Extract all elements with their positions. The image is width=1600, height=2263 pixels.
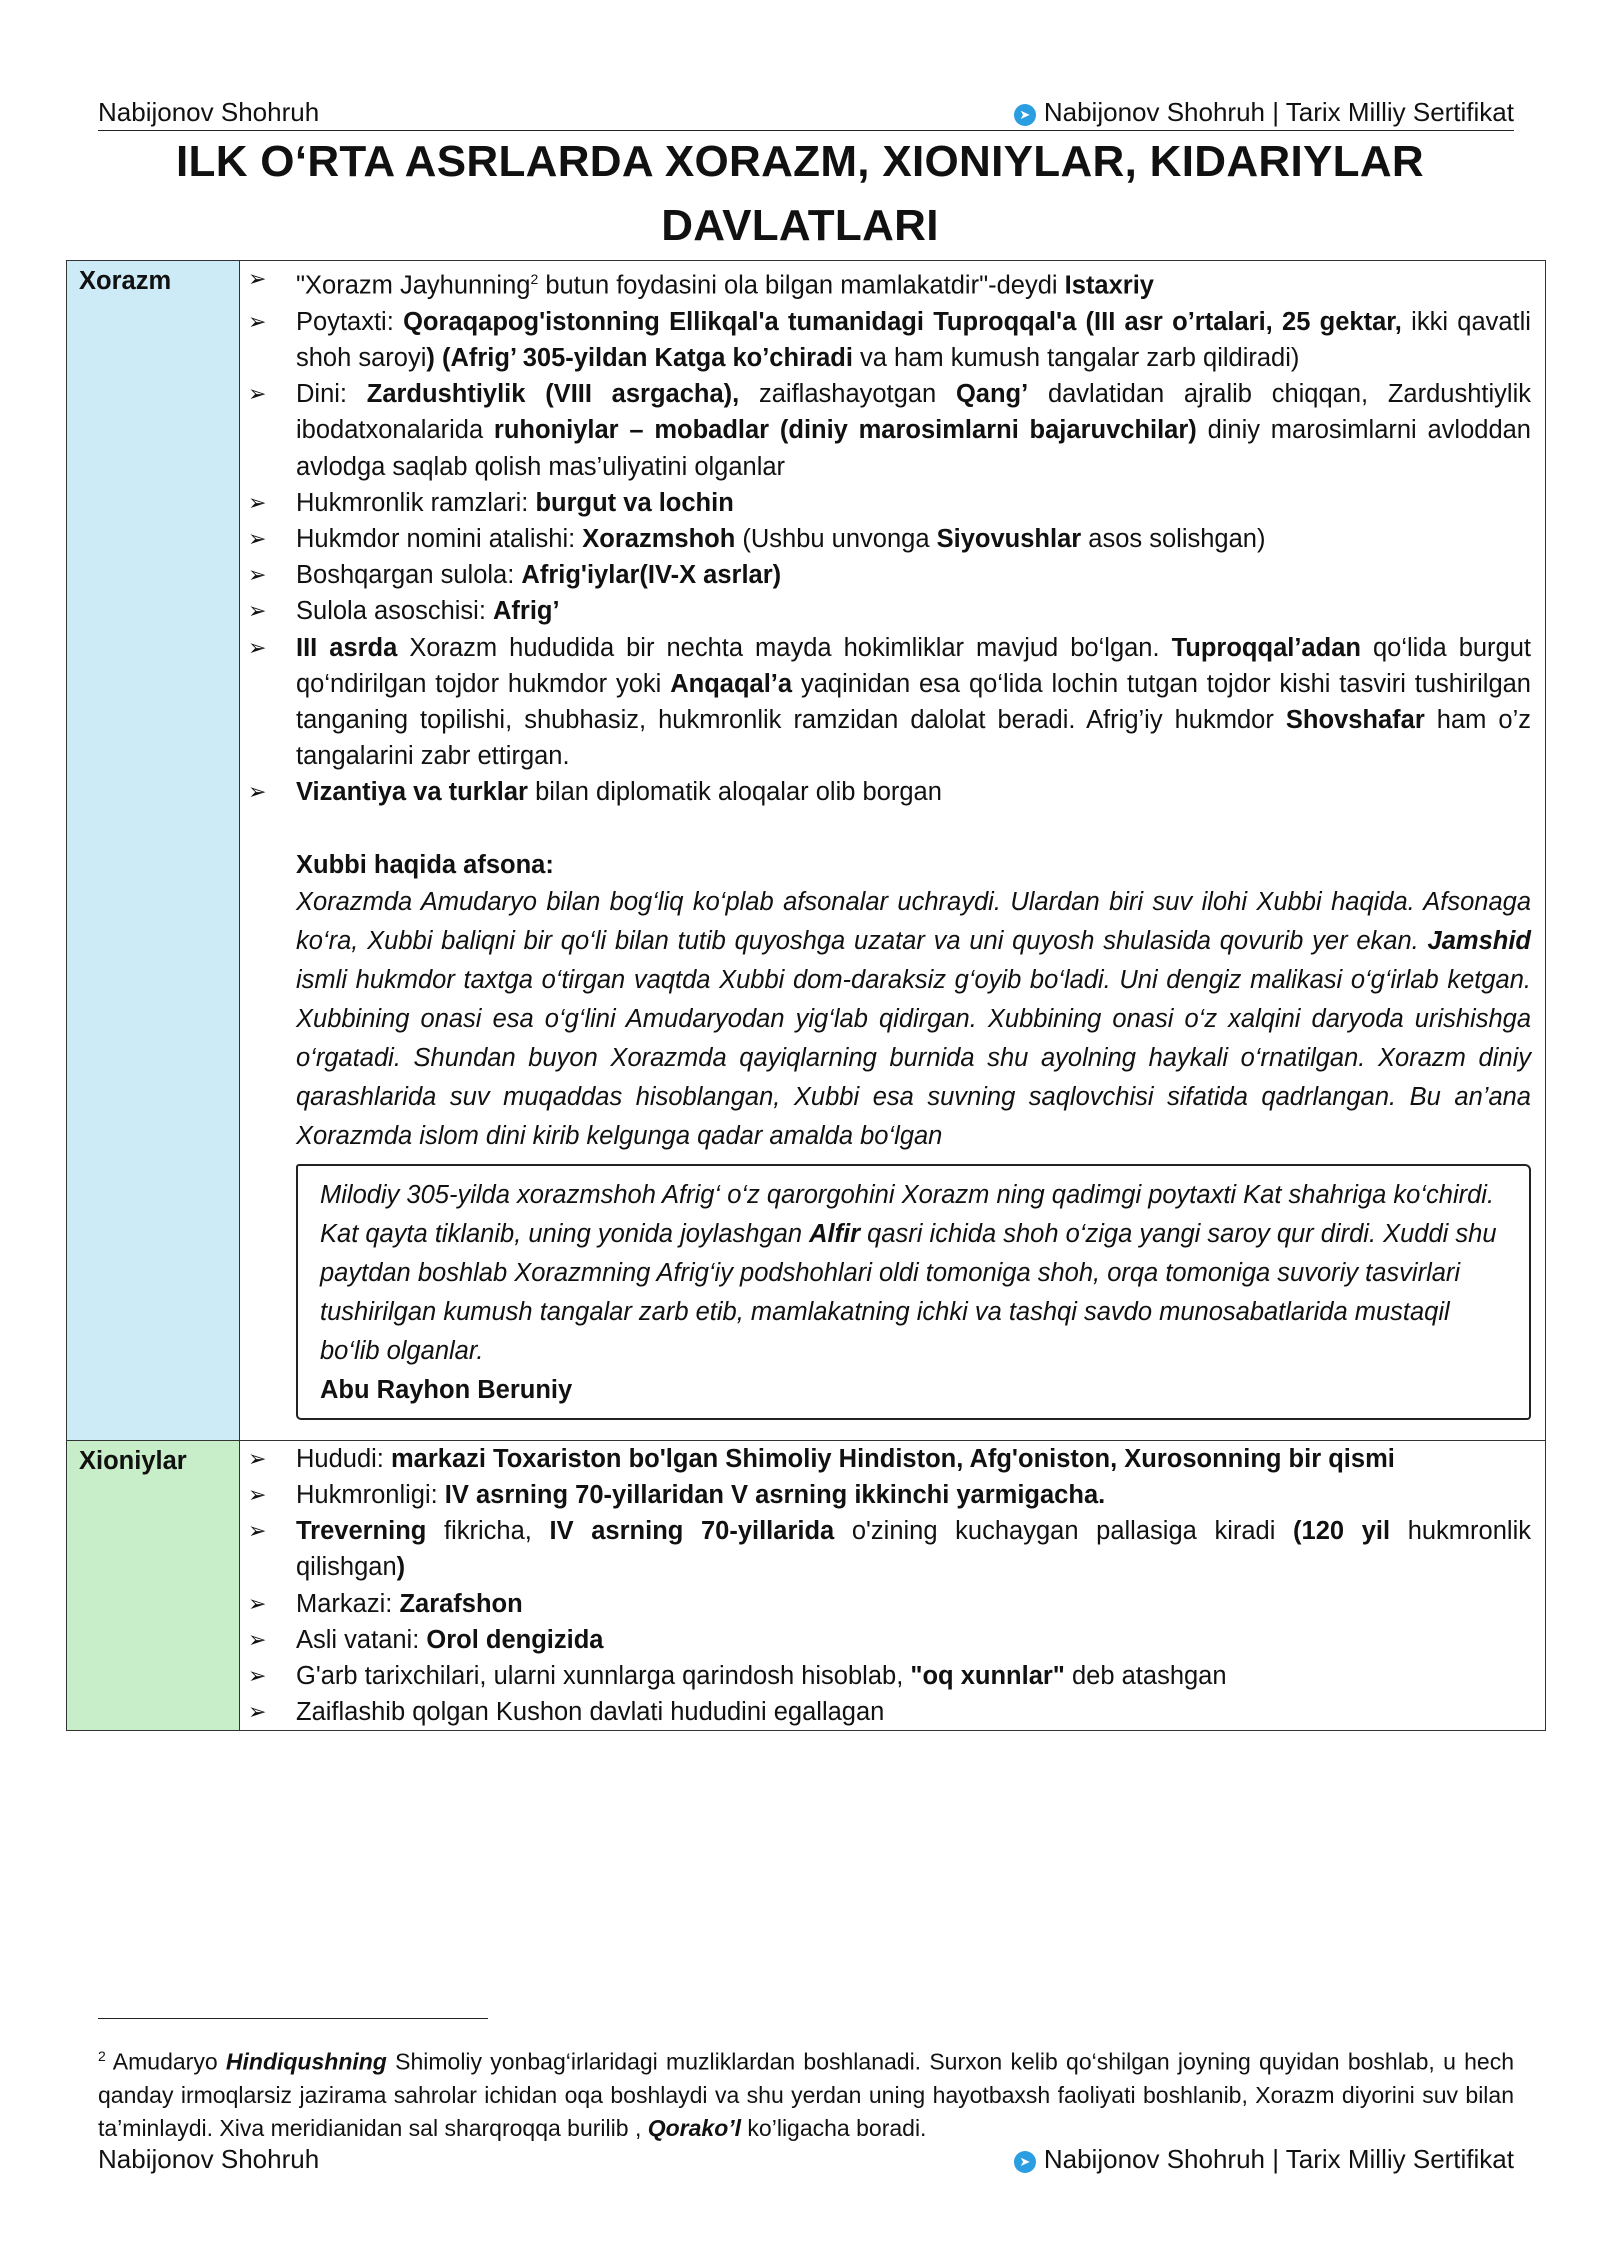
list-item: ➢ III asrda Xorazm hududida bir nechta mayda hokimliklar mavjud bo‘lgan. Tuproqqal’adan qo‘lida burgut qo‘ndirilgan tojdor hukmdor yoki Anqaqal’a yaqinidan esa qo‘lida lochin tutgan tojdor kishi tasviri tushirilgan tanganing topilishi, shubhasiz, hukmronlik ramzidan dalolat beradi. Afrig’iy hukmdor Shovshafar ham o’z tangalarini zabr ettirgan. — [248, 630, 1531, 775]
list-item: ➢ Hududi: markazi Toxariston bo'lgan Shimoliy Hindiston, Afg'oniston, Xurosonning bir qismi — [248, 1441, 1531, 1477]
list-item: ➢ Hukmdor nomini atalishi: Xorazmshoh (Ushbu unvonga Siyovushlar asos solishgan) — [248, 521, 1531, 557]
quote-box — [296, 1164, 1531, 1420]
header-channel-link[interactable] — [1014, 97, 1514, 128]
arrow-bullet-icon: ➢ — [248, 489, 267, 515]
row-xorazm — [67, 261, 1546, 1441]
list-item: ➢ Hukmronligi: IV asrning 70-yillaridan V asrning ikkinchi yarmigacha. — [248, 1477, 1531, 1513]
list-item: ➢ Vizantiya va turklar bilan diplomatik aloqalar olib borgan — [248, 774, 1531, 810]
label-xioniylar: Xioniylar — [67, 1440, 240, 1731]
content-xorazm — [240, 261, 1546, 1441]
list-item: ➢ Markazi: Zarafshon — [248, 1586, 1531, 1622]
telegram-icon: ➤ — [1014, 104, 1036, 126]
content-table — [66, 260, 1546, 1731]
legend-text: Xorazmda Amudaryo bilan bog‘liq ko‘plab afsonalar uchraydi. Ulardan biri suv ilohi Xubbi haqida. Afsonaga ko‘ra, Xubbi baliqni bir qo‘li bilan tutib quyoshga uzatar va uni quyosh shulasida qovurib yer ekan. Jamshid ismli hukmdor taxtga o‘tirgan vaqtda Xubbi dom-daraksiz g‘oyib bo‘ladi. Uni dengiz malikasi o‘g‘irlab ketgan. Xubbining onasi esa o‘g‘lini Amudaryodan yig‘lab qidirgan. Xubbining onasi o‘z xalqini daryoda urishishga o‘rgatadi. Shundan buyon Xorazmda qayiqlarning burnida shu ayolning haykali o‘rnatilgan. Xorazm diniy qarashlarida suv muqaddas hisoblangan, Xubbi esa suvning saqlovchisi sifatida qadrlangan. Bu an’ana Xorazmda islom dini kirib kelgunga qadar amalda bo‘lgan — [296, 887, 1531, 1150]
list-item: ➢ Boshqargan sulola: Afrig'iylar(IV-X asrlar) — [248, 557, 1531, 593]
arrow-bullet-icon: ➢ — [248, 779, 267, 805]
arrow-bullet-icon: ➢ — [248, 1445, 267, 1471]
label-xorazm: Xorazm — [67, 261, 240, 1441]
footer-channel-link[interactable] — [1014, 2144, 1514, 2175]
telegram-icon: ➤ — [1014, 2151, 1036, 2173]
list-item: ➢ G'arb tarixchilari, ularni xunnlarga qarindosh hisoblab, "oq xunnlar" deb atashgan — [248, 1658, 1531, 1694]
arrow-bullet-icon: ➢ — [248, 1626, 267, 1652]
legend-title: Xubbi haqida afsona: — [296, 850, 554, 879]
list-item: ➢ "Xorazm Jayhunning$^2$ butun foydasini ola bilgan mamlakatdir"-deydi Istaxriy — [248, 261, 1531, 304]
xioniylar-bullets — [248, 1441, 1531, 1731]
arrow-bullet-icon: ➢ — [248, 598, 267, 624]
title-line-1: ILK O‘RTA ASRLARDA XORAZM, XIONIYLAR, KIDARIYLAR — [176, 137, 1424, 186]
footnote-separator — [98, 2018, 488, 2019]
title-line-2: DAVLATLARI — [661, 201, 939, 250]
list-item: ➢ Treverning fikricha, IV asrning 70-yillarida o'zining kuchaygan pallasiga kiradi (120 yil hukmronlik qilishgan) — [248, 1513, 1531, 1585]
footer-author: Nabijonov Shohruh — [98, 2144, 320, 2174]
footnote-number: 2 — [98, 2048, 106, 2064]
footnote: $^2$ Amudaryo Hindiqushning Shimoliy yonbag‘irlaridagi muzliklardan boshlanadi. Surxon kelib qo‘shilgan joyning quyidan boshlab, u hech qanday irmoqlarsiz jazirama sahrolar ichidan oqa boshlaydi va shu yerdan uning hayotbaxsh faoliyati boshlanib, Xorazm diyorini suv bilan ta’minlaydi. Xiva meridianidan sal sharqroqqa burilib , Qorako’l ko’ligacha boradi. — [98, 2048, 1514, 2141]
arrow-bullet-icon: ➢ — [248, 1662, 267, 1688]
arrow-bullet-icon: ➢ — [248, 1699, 267, 1725]
quote-text: Milodiy 305-yilda xorazmshoh Afrig‘ o‘z qarorgohini Xorazm ning qadimgi poytaxti Kat shahriga ko‘chirdi. Kat qayta tiklanib, uning yonida joylashgan Alfir qasri ichida shoh o‘ziga yangi saroy qur dirdi. Xuddi shu paytdan boshlab Xorazmning Afrig‘iy podshohlari oldi tomoniga shoh, orqa tomoniga suvoriy tasvirlari tushirilgan kumush tangalar zarb etib, mamlakatning ichki va tashqi savdo munosabatlarida mustaqil bo‘lib olganlar. — [320, 1180, 1497, 1365]
quote-author: Abu Rayhon Beruniy — [320, 1375, 573, 1404]
list-item: ➢ Poytaxti: Qoraqapog'istonning Ellikqal'a tumanidagi Tuproqqal'a (III asr o’rtalari, 25 gektar, ikki qavatli shoh saroyi) (Afrig’ 305-yildan Katga ko’chiradi va ham kumush tangalar zarb qildiradi) — [248, 304, 1531, 376]
arrow-bullet-icon: ➢ — [248, 1590, 267, 1616]
arrow-bullet-icon: ➢ — [248, 1481, 267, 1507]
page-title — [0, 130, 1600, 258]
arrow-bullet-icon: ➢ — [248, 308, 267, 334]
list-item: ➢ Hukmronlik ramzlari: burgut va lochin — [248, 485, 1531, 521]
list-item: ➢ Zaiflashib qolgan Kushon davlati hududini egallagan — [248, 1694, 1531, 1730]
page-header — [98, 96, 1514, 131]
header-author: Nabijonov Shohruh — [98, 97, 320, 127]
page-footer — [98, 2140, 1514, 2174]
footer-channel: Nabijonov Shohruh | Tarix Milliy Sertifikat — [1043, 2144, 1514, 2174]
row-xioniylar — [67, 1440, 1546, 1731]
xorazm-bullets — [248, 261, 1531, 811]
list-item: ➢ Sulola asoschisi: Afrig’ — [248, 593, 1531, 629]
arrow-bullet-icon: ➢ — [248, 562, 267, 588]
list-item: ➢ Dini: Zardushtiylik (VIII asrgacha), zaiflashayotgan Qang’ davlatidan ajralib chiqqan, Zardushtiylik ibodatxonalarida ruhoniylar – mobadlar (diniy marosimlarni bajaruvchilar) diniy marosimlarni avloddan avlodga saqlab qolish mas’uliyatini olganlar — [248, 376, 1531, 485]
header-channel: Nabijonov Shohruh | Tarix Milliy Sertifikat — [1043, 97, 1514, 127]
arrow-bullet-icon: ➢ — [248, 381, 267, 407]
arrow-bullet-icon: ➢ — [248, 1518, 267, 1544]
arrow-bullet-icon: ➢ — [248, 266, 267, 291]
arrow-bullet-icon: ➢ — [248, 634, 267, 660]
content-xioniylar — [240, 1440, 1546, 1731]
list-item: ➢ Asli vatani: Orol dengizida — [248, 1622, 1531, 1658]
arrow-bullet-icon: ➢ — [248, 525, 267, 551]
